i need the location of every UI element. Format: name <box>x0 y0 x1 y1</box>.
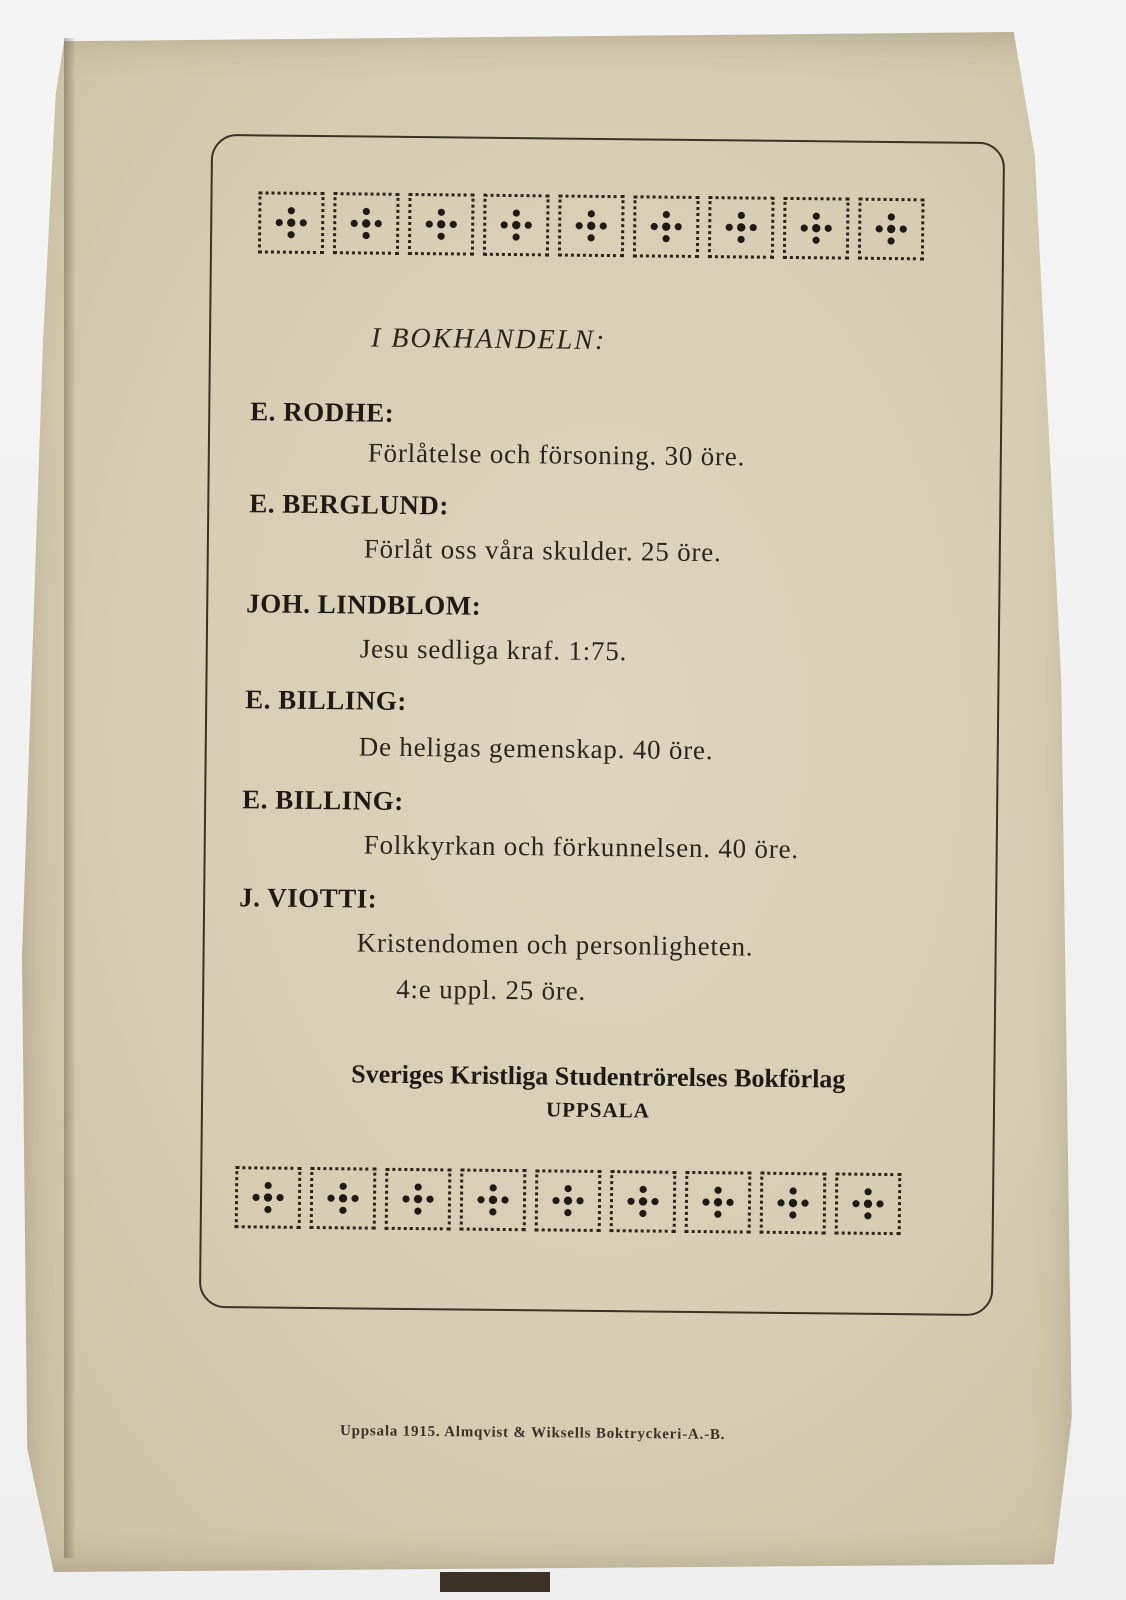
advertisement-frame <box>199 134 1005 1316</box>
dotted-square-cross-icon <box>858 198 925 261</box>
dotted-square-cross-icon <box>408 193 475 256</box>
entry-author: E. BILLING: <box>245 684 407 716</box>
printer-imprint: Uppsala 1915. Almqvist & Wiksells Boktryckeri-A.-B. <box>339 1422 726 1444</box>
entry-author: E. RODHE: <box>250 396 395 428</box>
entry-title: Förlåt oss våra skulder. 25 öre. <box>363 533 722 568</box>
dotted-square-cross-icon <box>310 1167 377 1230</box>
dotted-square-cross-icon <box>258 191 325 254</box>
entry-title: Folkkyrkan och förkunnelsen. 40 öre. <box>363 829 800 865</box>
dotted-square-cross-icon <box>460 1169 527 1232</box>
entry-author: J. VIOTTI: <box>239 882 378 914</box>
entry-title: Jesu sedliga kraf. 1:75. <box>359 633 628 667</box>
dotted-square-cross-icon <box>633 195 700 258</box>
dotted-square-cross-icon <box>835 1172 902 1235</box>
dotted-square-cross-icon <box>708 196 775 259</box>
heading: I BOKHANDELN: <box>370 322 607 357</box>
entry-title-line2: 4:e uppl. 25 öre. <box>396 973 587 1006</box>
dotted-square-cross-icon <box>685 1171 752 1234</box>
entry-title: De heligas gemenskap. 40 öre. <box>358 731 714 766</box>
dotted-square-cross-icon <box>760 1172 827 1235</box>
entry-author: JOH. LINDBLOM: <box>246 588 482 621</box>
publisher: Sveriges Kristliga Studentrörelses Bokförlag <box>351 1059 846 1094</box>
dotted-square-cross-icon <box>535 1169 602 1232</box>
dotted-square-cross-icon <box>558 195 625 258</box>
ornament-row-bottom <box>235 1166 902 1235</box>
dotted-square-cross-icon <box>783 197 850 260</box>
entry-author: E. BERGLUND: <box>249 488 449 521</box>
paper-tab <box>440 1572 550 1592</box>
publisher-city: UPPSALA <box>545 1097 651 1123</box>
entry-title: Förlåtelse och försoning. 30 öre. <box>367 437 746 472</box>
dotted-square-cross-icon <box>610 1170 677 1233</box>
entry-author: E. BILLING: <box>242 784 404 816</box>
spine-shadow <box>64 38 76 1558</box>
entry-title: Kristendomen och personligheten. <box>356 927 754 962</box>
dotted-square-cross-icon <box>333 192 400 255</box>
dotted-square-cross-icon <box>385 1168 452 1231</box>
dotted-square-cross-icon <box>483 194 550 257</box>
dotted-square-cross-icon <box>235 1166 302 1229</box>
ornament-row-top <box>258 191 925 260</box>
